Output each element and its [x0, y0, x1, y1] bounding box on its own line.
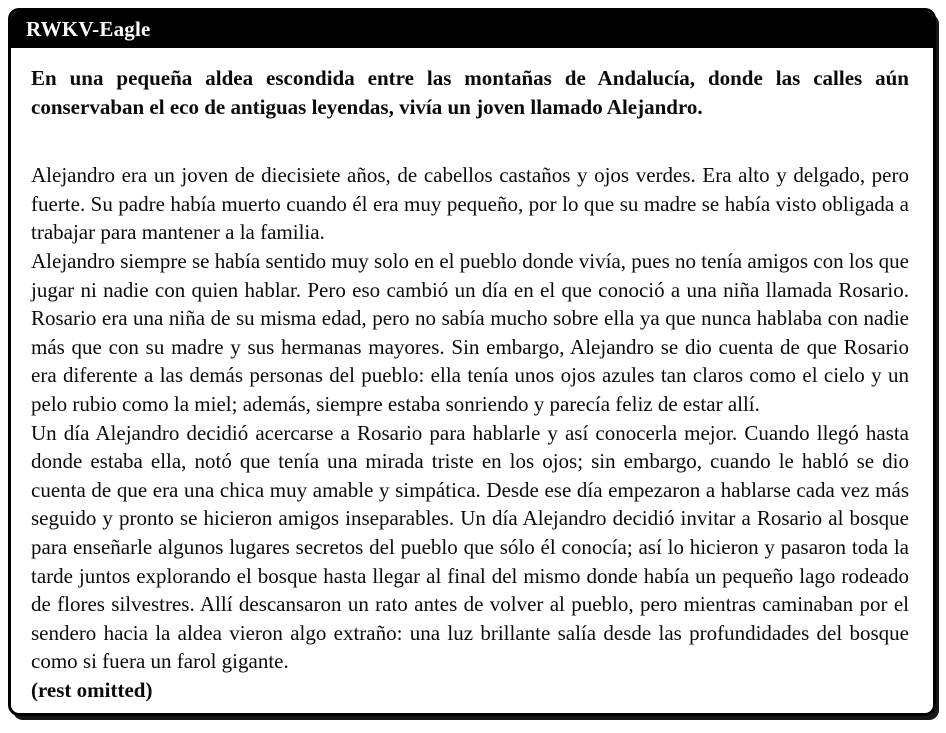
story-paragraph-1: Alejandro era un joven de diecisiete años, de cabellos castaños y ojos verdes. Era alto y delgado, pero fuerte. Su padre había muerto cuando él era muy pequeño, por lo que su madre se había visto obligada a trabajar para mantener a la familia.	[31, 163, 909, 245]
story-paragraph-2: Alejandro siempre se había sentido muy solo en el pueblo donde vivía, pues no tenía amigos con los que jugar ni nadie con quien hablar. Pero eso cambió un día en el que conoció a una niña llamada Rosario. Rosario era una niña de su misma edad, pero no sabía mucho sobre ella ya que nunca hablaba con nadie más que con su madre y sus hermanas mayores. Sin embargo, Alejandro se dio cuenta de que Rosario era diferente a las demás personas del pueblo: ella tenía unos ojos azules tan claros como el cielo y un pelo rubio como la miel; además, siempre estaba sonriendo y parecía feliz de estar allí.	[31, 248, 909, 416]
story-paragraph-3: Un día Alejandro decidió acercarse a Rosario para hablarle y así conocerla mejor. Cuando llegó hasta donde estaba ella, notó que tenía una mirada triste en los ojos; sin embargo, cuando le habló se dio cuenta de que era una chica muy amable y simpática. Desde ese día empezaron a hablarse cada vez más seguido y pronto se hicieron amigos inseparables. Un día Alejandro decidió invitar a Rosario al bosque para enseñarle algunos lugares secretos del pueblo que sólo él conocía; así lo hicieron y pasaron toda la tarde juntos explorando el bosque hasta llegar al final del mismo donde había un pequeño lago rodeado de flores silvestres. Allí descansaron un rato antes de volver al pueblo, pero mientras caminaban por el sendero hacia la aldea vieron algo extraño: una luz brillante salía desde las profundidades del bosque como si fuera un farol gigante.	[31, 420, 909, 674]
model-output-panel	[8, 8, 936, 716]
model-name-title: RWKV-Eagle	[26, 16, 151, 41]
truncation-note: (rest omitted)	[31, 677, 153, 702]
panel-title-bar	[11, 11, 933, 48]
panel-body	[11, 48, 933, 704]
prompt-text: En una pequeña aldea escondida entre las montañas de Andalucía, donde las calles aún conservaban el eco de antiguas leyendas, vivía un joven llamado Alejandro.	[31, 66, 909, 119]
